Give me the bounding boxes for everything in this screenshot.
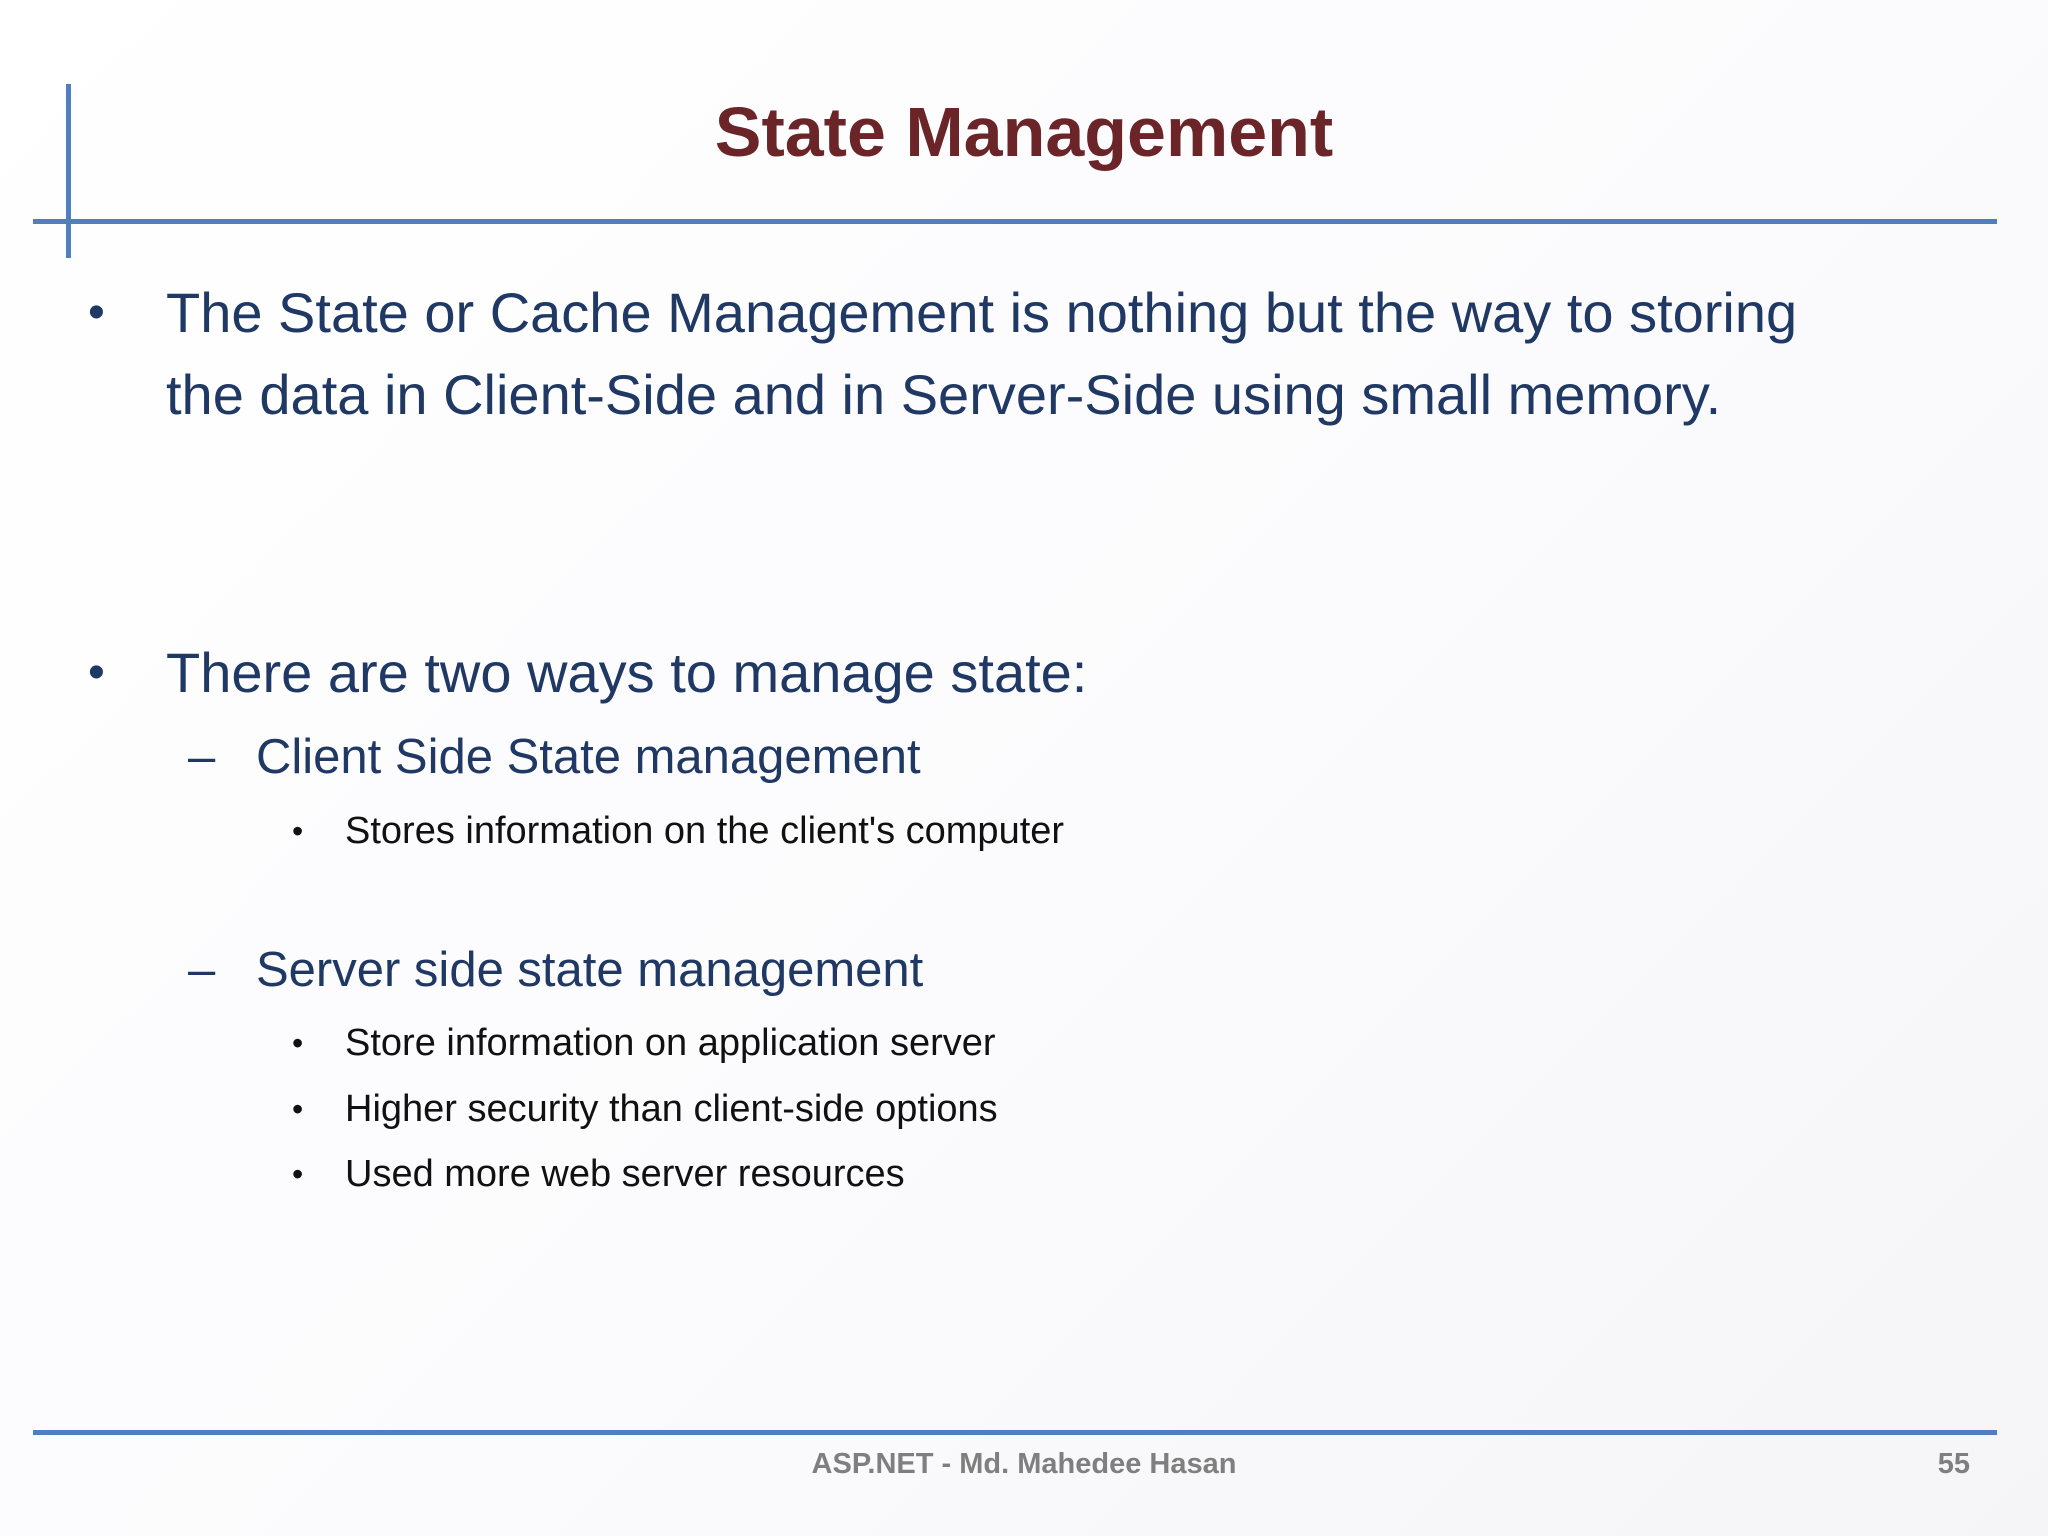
dash-marker: – (188, 943, 216, 997)
bullet-marker: • (88, 286, 105, 339)
sub-item-text: Server side state management (256, 943, 924, 997)
bullet-text: The State or Cache Management is nothing but the way to storing the data in Client-Side and in Server-Side using small memory. (166, 281, 1798, 426)
page-number: 55 (1937, 1448, 1970, 1480)
sub-item-text: Client Side State management (256, 730, 921, 784)
slide-title: State Management (714, 93, 1334, 171)
bullet-marker: • (292, 1156, 304, 1192)
detail-item-text: Stores information on the client's computer (345, 810, 1065, 852)
bullet-marker: • (292, 1091, 304, 1127)
footer-text: ASP.NET - Md. Mahedee Hasan (811, 1448, 1237, 1480)
bullet-marker: • (292, 813, 304, 849)
detail-item-text: Used more web server resources (345, 1153, 905, 1195)
footer-rule (33, 1430, 1997, 1435)
dash-marker: – (188, 730, 216, 784)
bullet-text: There are two ways to manage state: (166, 641, 1088, 704)
title-underline-rule (33, 219, 1997, 224)
bullet-marker: • (292, 1025, 304, 1061)
detail-item-text: Store information on application server (345, 1022, 996, 1064)
bullet-marker: • (88, 646, 105, 699)
detail-item-text: Higher security than client-side options (345, 1088, 998, 1130)
